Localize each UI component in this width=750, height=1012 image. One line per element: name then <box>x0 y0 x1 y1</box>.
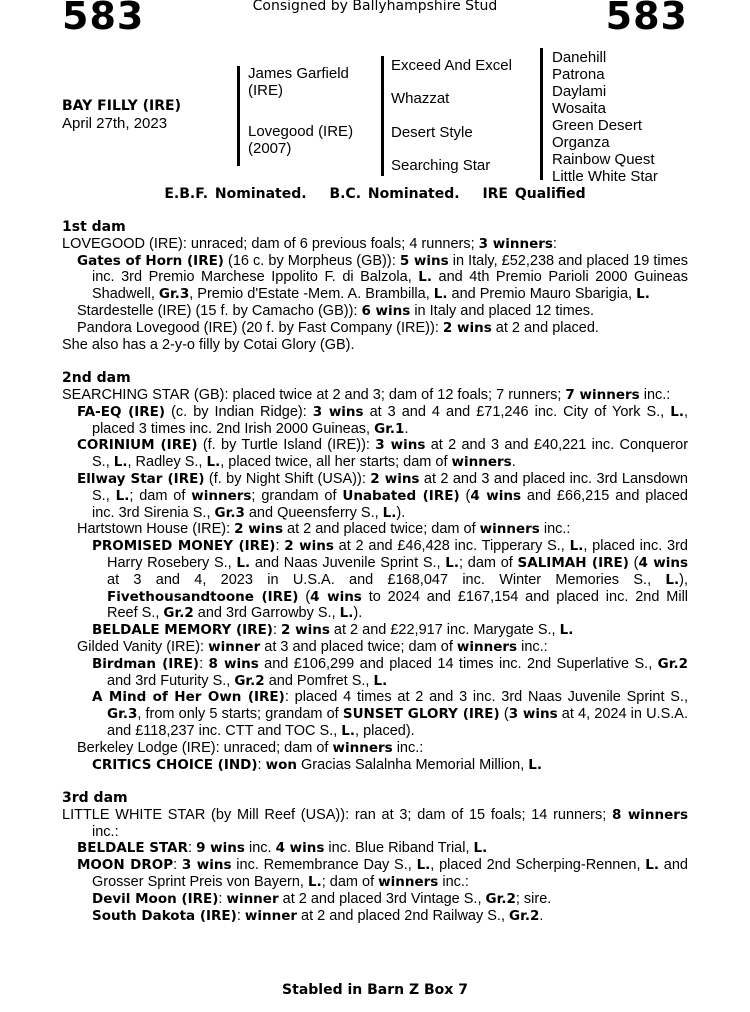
bold-text: L. <box>665 571 680 588</box>
stabling-info: Stabled in Barn Z Box 7 <box>282 982 468 998</box>
text-run: LOVEGOOD (IRE): unraced; dam of 6 previous foals; 4 runners; <box>62 235 479 252</box>
bold-text: winners <box>378 874 439 891</box>
spacer <box>62 353 688 370</box>
bold-text: L. <box>645 857 660 874</box>
bold-text: 3 wins <box>375 437 426 454</box>
text-run: at 4, 2024 in U.S.A. and £118,237 inc. CTT and TOC S., <box>107 706 688 739</box>
sire-origin: (IRE) <box>248 82 283 99</box>
dam-line-text <box>62 219 688 924</box>
bold-text: L. <box>115 487 130 504</box>
text-run: : placed 4 times at 2 and 3 inc. 3rd Naas Juvenile Sprint S., <box>284 689 688 706</box>
grandparent: Desert Style <box>391 124 473 141</box>
pedigree-entry <box>62 253 688 303</box>
qualifications <box>0 186 750 202</box>
text-run: , from only 5 starts; grandam of <box>137 706 343 723</box>
bold-text: L. <box>528 756 542 773</box>
pedigree-entry <box>62 471 688 521</box>
pedigree-entry <box>62 639 688 656</box>
dam <box>248 123 353 157</box>
text-run: inc.: <box>92 823 119 840</box>
text-run: and Naas Juvenile Sprint S., <box>250 554 446 571</box>
text-run: ). <box>396 504 406 521</box>
text-run: . <box>404 420 409 437</box>
dam-year: (2007) <box>248 140 292 157</box>
bold-text: 3 wins <box>508 706 558 723</box>
text-run: inc. Blue Riband Trial, <box>324 840 474 857</box>
lot-number: 583 <box>62 0 145 38</box>
bold-text: Gr.2 <box>509 907 540 924</box>
text-run: at 2 and placed. <box>491 319 599 336</box>
text-run: She also has a 2-y-o filly by Cotai Glory (GB). <box>62 336 355 353</box>
bold-text: Birdman (IRE) <box>92 655 200 672</box>
bold-text: PROMISED MONEY (IRE) <box>92 538 276 555</box>
pedigree-entry <box>62 404 688 438</box>
pedigree-entry <box>62 757 688 774</box>
text-run: ( <box>499 706 509 723</box>
grandparent: Exceed And Excel <box>391 57 512 74</box>
bold-text: 4 wins <box>638 554 688 571</box>
text-run: 3rd dam <box>62 790 128 807</box>
text-run: inc.: <box>639 386 671 403</box>
bold-text: Gr.3 <box>214 504 245 521</box>
text-run: in Italy, £52,238 and placed 19 times inc. 3rd Premio Marchese Ippolito F. di Balzola, <box>92 252 689 286</box>
bold-text: Gates of Horn (IRE) <box>77 252 224 269</box>
dam-name: Lovegood (IRE) <box>248 123 354 140</box>
grandparent: Whazzat <box>391 90 450 107</box>
text-run: , Premio d'Estate -Mem. A. Brambilla, <box>189 286 434 303</box>
text-run: , placed). <box>355 722 415 739</box>
text-run: LITTLE WHITE STAR (by Mill Reef (USA)): ran at 3; dam of 15 foals; 14 runners; <box>62 806 613 823</box>
text-run: in Italy and placed 12 times. <box>410 302 595 319</box>
text-run: Stardestelle (IRE) (15 f. by Camacho (GB)): <box>77 302 362 319</box>
bold-text: 7 winners <box>565 386 640 403</box>
sire-name: James Garfield <box>248 65 349 82</box>
horse-description: BAY FILLY (IRE) <box>62 98 181 114</box>
text-run: at 2 and £22,917 inc. Marygate S., <box>329 622 560 639</box>
bold-text: 2 wins <box>370 470 420 487</box>
text-run: Hartstown House (IRE): <box>77 521 235 538</box>
text-run: and Pomfret S., <box>264 672 374 689</box>
pedigree-entry <box>62 387 688 404</box>
pedigree-entry <box>62 656 688 690</box>
text-run: at 2 and 3 and placed inc. 3rd Lansdown S., <box>92 470 688 504</box>
bold-text: L. <box>113 454 128 471</box>
great-grandparent: Patrona <box>552 66 605 83</box>
consignor: Consigned by Ballyhampshire Stud <box>252 0 498 14</box>
text-run: ( <box>298 588 311 605</box>
text-run: ( <box>459 487 471 504</box>
great-grandparent: Rainbow Quest <box>552 151 655 168</box>
text-run: Berkeley Lodge (IRE): unraced; dam of <box>77 739 333 756</box>
text-run: Gilded Vanity (IRE): <box>77 638 209 655</box>
bold-text: Gr.2 <box>657 655 688 672</box>
text-run: , Radley S., <box>127 454 207 471</box>
text-run: inc. Remembrance Day S., <box>231 857 417 874</box>
bold-text: 9 wins <box>196 840 245 857</box>
pedigree-entry <box>62 807 688 841</box>
bold-text: CORINIUM (IRE) <box>77 437 198 454</box>
text-run: , placed 2nd Scherping-Rennen, <box>430 857 646 874</box>
pedigree-entry <box>62 437 688 471</box>
text-run: (c. by Indian Ridge): <box>165 403 313 420</box>
pedigree-entry <box>62 320 688 337</box>
bold-text: winner <box>226 890 279 907</box>
bold-text: L. <box>559 622 574 639</box>
bold-text: L. <box>569 538 584 555</box>
text-run: at 3 and placed twice; dam of <box>260 638 457 655</box>
text-run: at 2 and placed twice; dam of <box>282 521 480 538</box>
great-grandparent: Little White Star <box>552 168 658 185</box>
text-run: : <box>272 622 282 639</box>
bold-text: winners <box>191 487 252 504</box>
qualification-ire: IRE Qualified <box>482 186 586 202</box>
text-run: and 3rd Garrowby S., <box>193 605 340 622</box>
bold-text: winner <box>208 638 261 655</box>
text-run: : <box>173 857 182 874</box>
text-run: ). <box>353 605 363 622</box>
text-run: at 2 and 3 and £40,221 inc. Conqueror S., <box>92 437 689 471</box>
great-grandparent: Wosaita <box>552 100 606 117</box>
text-run: inc. <box>244 840 276 857</box>
bold-text: Gr.2 <box>163 605 194 622</box>
pedigree-entry <box>62 337 688 354</box>
bold-text: 3 wins <box>181 857 232 874</box>
bold-text: SALIMAH (IRE) <box>517 554 629 571</box>
bold-text: L. <box>670 403 684 420</box>
pedigree-entry <box>62 521 688 538</box>
text-run: , placed 3 times inc. 2nd Irish 2000 Guineas, <box>92 403 688 437</box>
bold-text: L. <box>416 857 431 874</box>
text-run: : <box>236 907 245 924</box>
dam-section-heading <box>62 219 688 236</box>
text-run: and £106,299 and placed 14 times inc. 2nd Superlative S., <box>258 655 658 672</box>
bold-text: winner <box>244 907 298 924</box>
bold-text: Unabated (IRE) <box>342 487 460 504</box>
text-run: at 2 and £46,428 inc. Tipperary S., <box>333 538 570 555</box>
pedigree-entry <box>62 689 688 739</box>
spacer <box>62 773 688 790</box>
grandparent: Searching Star <box>391 157 491 174</box>
bold-text: L. <box>418 269 432 286</box>
pedigree-bracket <box>237 66 240 166</box>
text-run: at 2 and placed 2nd Railway S., <box>297 907 510 924</box>
pedigree-entry <box>62 236 688 253</box>
qualification-ebf: E.B.F. Nominated. <box>164 186 307 202</box>
dam-section-heading <box>62 370 688 387</box>
text-run: and 4th Premio Parioli 2000 Guineas Shadwell, <box>92 269 688 303</box>
bold-text: Gr.2 <box>234 672 265 689</box>
text-run: and £66,215 and placed inc. 3rd Sirenia S., <box>92 487 688 521</box>
bold-text: 2 wins <box>234 521 283 538</box>
text-run: (16 c. by Morpheus (GB)): <box>223 252 400 269</box>
bold-text: 3 wins <box>312 403 364 420</box>
bold-text: Gr.3 <box>107 706 138 723</box>
pedigree-entry <box>62 622 688 639</box>
bold-text: MOON DROP <box>77 857 174 874</box>
bold-text: L. <box>636 286 650 303</box>
bold-text: L. <box>433 286 448 303</box>
text-run: 1st dam <box>62 219 126 235</box>
bold-text: A Mind of Her Own (IRE) <box>92 689 285 706</box>
sire <box>248 65 349 99</box>
bold-text: Fivethousandtoone (IRE) <box>107 588 299 605</box>
pedigree-bracket <box>540 48 543 180</box>
text-run: : <box>257 756 266 773</box>
text-run: . <box>511 454 516 471</box>
great-grandparent: Danehill <box>552 49 607 66</box>
text-run: : <box>275 538 285 555</box>
text-run: ( <box>628 554 639 571</box>
qualification-bc: B.C. Nominated. <box>329 186 460 202</box>
bold-text: CRITICS CHOICE (IND) <box>92 756 258 773</box>
pedigree-entry <box>62 891 688 908</box>
bold-text: Gr.3 <box>158 286 190 303</box>
bold-text: L. <box>373 672 388 689</box>
bold-text: winners <box>451 454 512 471</box>
bold-text: L. <box>445 554 460 571</box>
bold-text: 2 wins <box>284 538 334 555</box>
pedigree-entry <box>62 303 688 320</box>
lot-number-right: 583 <box>605 0 688 38</box>
pedigree-entry <box>62 840 688 857</box>
bold-text: L. <box>382 504 397 521</box>
text-run: and Grosser Sprint Preis von Bayern, <box>92 857 688 891</box>
text-run: ; dam of <box>459 554 518 571</box>
bold-text: winners <box>479 521 540 538</box>
text-run: (f. by Turtle Island (IRE)): <box>197 437 376 454</box>
text-run: to 2024 and £167,154 and placed inc. 2nd Mill Reef S., <box>107 588 689 622</box>
bold-text: 2 wins <box>281 622 330 639</box>
bold-text: won <box>265 756 297 773</box>
text-run: , placed inc. 3rd Harry Rosebery S., <box>107 538 688 571</box>
text-run: ), <box>679 571 688 588</box>
great-grandparents <box>552 49 658 185</box>
text-run: ; grandam of <box>251 487 343 504</box>
pedigree-entry <box>62 740 688 757</box>
pedigree-entry <box>62 857 688 891</box>
text-run: , placed twice, all her starts; dam of <box>220 454 452 471</box>
text-run: SEARCHING STAR (GB): placed twice at 2 and 3; dam of 12 foals; 7 runners; <box>62 386 566 403</box>
bold-text: L. <box>473 840 488 857</box>
bold-text: South Dakota (IRE) <box>92 907 237 924</box>
bold-text: Gr.1 <box>374 420 405 437</box>
bold-text: SUNSET GLORY (IRE) <box>342 706 500 723</box>
bold-text: 4 wins <box>310 588 362 605</box>
pedigree-entry <box>62 538 688 622</box>
bold-text: Devil Moon (IRE) <box>92 890 219 907</box>
text-run: Pandora Lovegood (IRE) (20 f. by Fast Company (IRE)): <box>77 319 443 336</box>
text-run: at 3 and 4, 2023 in U.S.A. and £168,047 inc. Winter Memories S., <box>107 571 666 588</box>
text-run: : <box>218 890 227 907</box>
text-run: at 2 and placed 3rd Vintage S., <box>278 890 486 907</box>
bold-text: L. <box>236 554 251 571</box>
bold-text: 8 wins <box>208 655 259 672</box>
bold-text: FA-EQ (IRE) <box>77 403 166 420</box>
text-run: ; dam of <box>321 874 379 891</box>
text-run: ; dam of <box>129 487 192 504</box>
bold-text: L. <box>339 605 354 622</box>
bold-text: L. <box>341 722 356 739</box>
text-run: : <box>199 655 209 672</box>
text-run: (f. by Night Shift (USA)): <box>204 470 371 487</box>
bold-text: BELDALE STAR <box>77 840 189 857</box>
bold-text: Ellway Star (IRE) <box>77 470 205 487</box>
text-run: ; sire. <box>515 890 552 907</box>
pedigree-bracket <box>381 56 384 176</box>
bold-text: 4 wins <box>470 487 522 504</box>
text-run: Gracias Salalnha Memorial Million, <box>296 756 529 773</box>
bold-text: BELDALE MEMORY (IRE) <box>92 622 273 639</box>
horse-info <box>62 98 181 132</box>
text-run: : <box>552 235 557 252</box>
bold-text: Gr.2 <box>485 890 516 907</box>
foaling-date: April 27th, 2023 <box>62 115 168 132</box>
text-run: inc.: <box>438 874 469 891</box>
text-run: : <box>188 840 197 857</box>
text-run: at 3 and 4 and £71,246 inc. City of York S., <box>363 403 671 420</box>
bold-text: L. <box>206 454 221 471</box>
great-grandparent: Organza <box>552 134 610 151</box>
pedigree-entry <box>62 908 688 925</box>
bold-text: L. <box>307 874 322 891</box>
dam-section-heading <box>62 790 688 807</box>
bold-text: 6 wins <box>361 302 411 319</box>
bold-text: 5 wins <box>399 252 449 269</box>
text-run: and Premio Mauro Sbarigia, <box>447 286 637 303</box>
bold-text: winners <box>456 638 518 655</box>
great-grandparent: Daylami <box>552 83 607 100</box>
bold-text: winners <box>332 739 393 756</box>
text-run: . <box>539 907 544 924</box>
bold-text: 2 wins <box>442 319 492 336</box>
text-run: inc.: <box>517 638 548 655</box>
text-run: 2nd dam <box>62 370 131 387</box>
text-run: and Queensferry S., <box>244 504 383 521</box>
great-grandparent: Green Desert <box>552 117 643 134</box>
text-run: inc.: <box>539 521 571 538</box>
bold-text: 3 winners <box>478 235 553 252</box>
text-run: and 3rd Futurity S., <box>107 672 235 689</box>
bold-text: 8 winners <box>612 806 689 823</box>
bold-text: 4 wins <box>275 840 325 857</box>
text-run: inc.: <box>392 739 424 756</box>
